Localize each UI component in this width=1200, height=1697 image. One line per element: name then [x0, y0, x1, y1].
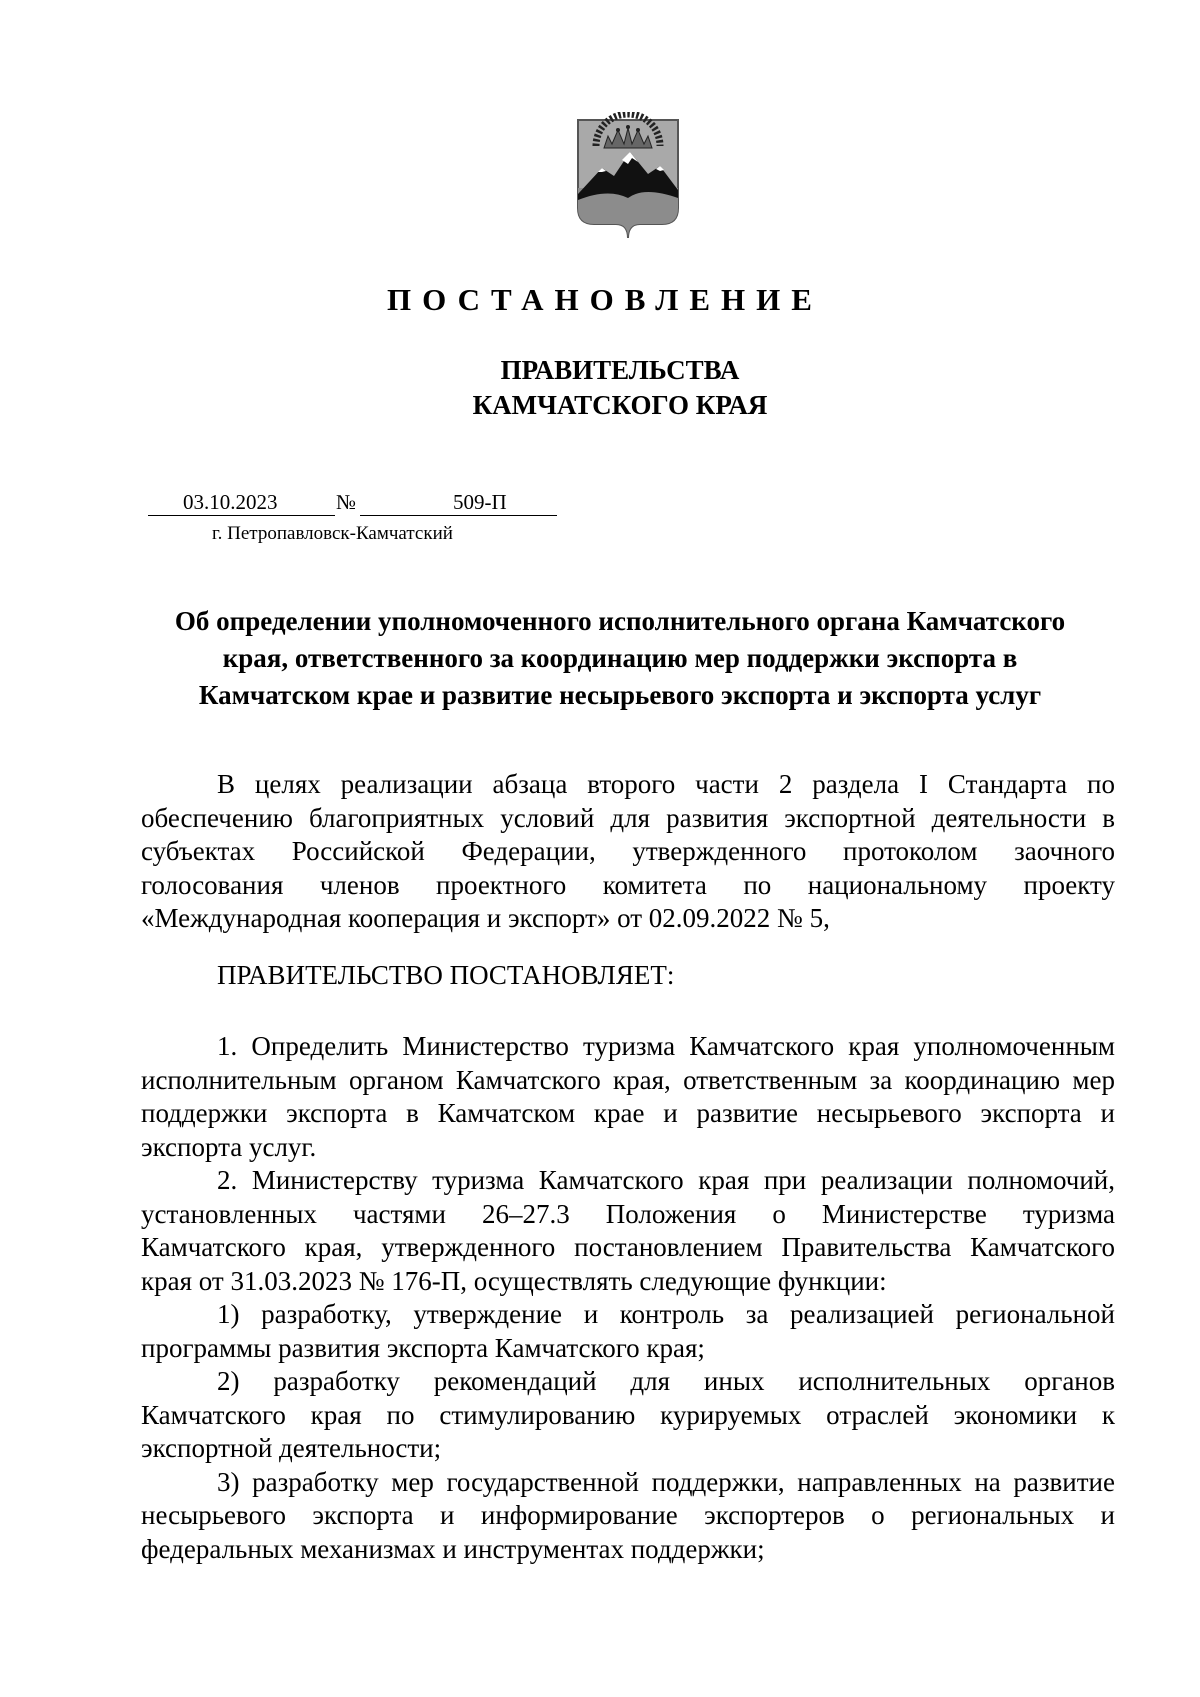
text-line: Камчатского края по стимулированию курируемых отраслей экономики к — [141, 1399, 1115, 1430]
text-line: обеспечению благоприятных условий для развития экспортной деятельности в — [141, 802, 1115, 833]
text-line: В целях реализации абзаца второго части 2 раздела I Стандарта по — [217, 769, 1115, 799]
text-line: голосования членов проектного комитета по национальному проекту — [141, 869, 1115, 900]
text-line: установленных частями 26–27.3 Положения о Министерстве туризма — [141, 1198, 1115, 1229]
text-line: 2) разработку рекомендаций для иных исполнительных органов — [217, 1366, 1115, 1396]
number-underline — [360, 515, 557, 516]
title-line: края, ответственного за координацию мер поддержки экспорта в — [222, 643, 1018, 673]
document-title — [120, 603, 1120, 714]
text-line: субъектах Российской Федерации, утвержденного протоколом заочного — [141, 836, 1115, 866]
document-type-heading: ПОСТАНОВЛЕНИЕ — [387, 282, 823, 317]
text-line: 3) разработку мер государственной поддержки, направленных на развитие — [217, 1466, 1115, 1497]
text-line: «Международная кооперация и экспорт» от 02.09.2022 № 5, — [141, 903, 830, 933]
text-line: исполнительным органом Камчатского края, ответственным за координацию мер — [141, 1064, 1115, 1095]
date-underline — [148, 515, 335, 516]
title-line: Камчатском крае и развитие несырьевого экспорта и экспорта услуг — [198, 680, 1042, 710]
title-line: Об определении уполномоченного исполнительного органа Камчатского — [174, 606, 1066, 636]
text-line: 1. Определить Министерство туризма Камчатского края уполномоченным — [217, 1031, 1115, 1061]
text-line: федеральных механизмах и инструментах поддержки; — [141, 1533, 765, 1564]
issue-place: г. Петропавловск-Камчатский — [212, 523, 453, 544]
preamble-paragraph — [141, 768, 1115, 936]
text-line: поддержки экспорта в Камчатском крае и развитие несырьевого экспорта и — [141, 1098, 1115, 1128]
text-line: Камчатского края, утвержденного постановлением Правительства Камчатского — [141, 1232, 1115, 1262]
decree-phrase: ПРАВИТЕЛЬСТВО ПОСТАНОВЛЯЕТ: — [217, 960, 675, 990]
document-date: 03.10.2023 — [183, 490, 278, 514]
text-line: 2. Министерству туризма Камчатского края при реализации полномочий, — [217, 1165, 1115, 1195]
text-line: 1) разработку, утверждение и контроль за реализацией региональной — [217, 1299, 1115, 1329]
text-line: несырьевого экспорта и информирование экспортеров о региональных и — [141, 1500, 1115, 1530]
text-line: экспорта услуг. — [141, 1131, 317, 1162]
authority-line-1: ПРАВИТЕЛЬСТВА — [500, 355, 740, 385]
number-sign: № — [336, 490, 357, 514]
text-line: края от 31.03.2023 № 176-П, осуществлять следующие функции: — [141, 1265, 887, 1296]
decree-items — [141, 1030, 1115, 1566]
kamchatka-coat-of-arms-icon — [574, 112, 682, 240]
text-line: экспортной деятельности; — [141, 1433, 442, 1463]
document-number: 509-П — [453, 490, 507, 514]
authority-line-2: КАМЧАТСКОГО КРАЯ — [472, 390, 768, 420]
text-line: программы развития экспорта Камчатского края; — [141, 1332, 705, 1363]
